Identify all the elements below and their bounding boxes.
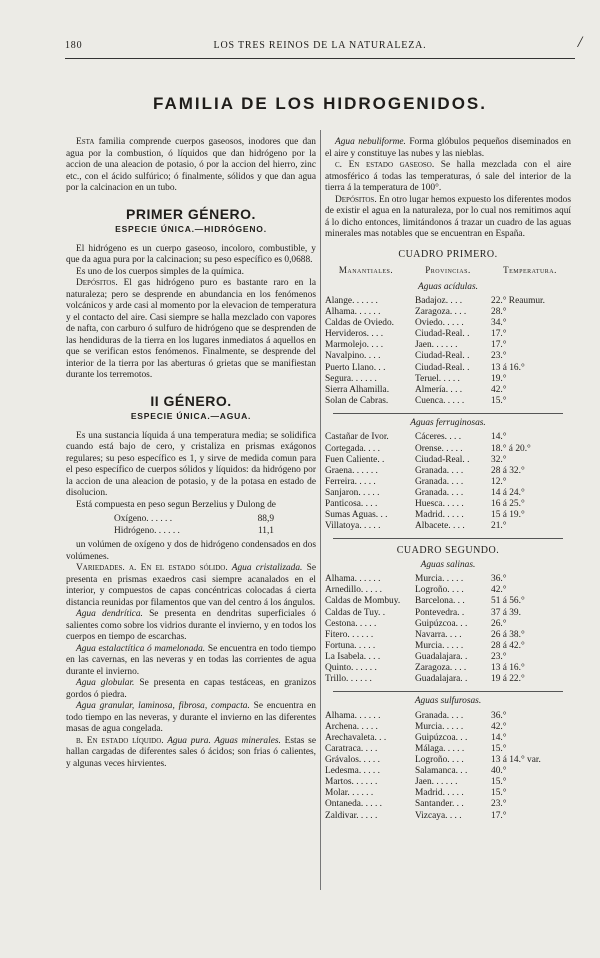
province-name: Ciudad-Real. . [415, 329, 470, 340]
spring-name: Alhama. . . . . . [325, 307, 381, 318]
water-deposits [325, 195, 571, 241]
water-description: Es una sustancia líquida á una temperatura media; se solidifica cuando está bajo de cero, y cristaliza en prismas exágonos regulares; su peso específico es 1, y sirve de medida comun para el peso específico de cuerpos sólidos y líquidos: da hidrógeno por la accion de una aleacion de potasio, y de la potasa en estado de disolucion. [66, 430, 316, 498]
composition-element: Oxígeno. . . . . . [114, 514, 173, 524]
table-row [325, 663, 571, 674]
province-name: Barcelona. . . [415, 596, 465, 607]
province-name: Salamanca. . . [415, 766, 468, 777]
variety-dendritic [66, 609, 316, 644]
column-header: Temperatura. [503, 265, 557, 275]
table-row [325, 674, 571, 685]
temperature-value: 15.° [491, 777, 507, 788]
temperature-value: 17.° [491, 329, 507, 340]
province-name: Murcia. . . . . [415, 721, 464, 732]
column-header: Manantiales. [338, 265, 394, 275]
province-name: Albacete. . . . [415, 521, 465, 532]
province-name: Orense. . . . . [415, 443, 463, 454]
table-row [325, 340, 571, 351]
table-row [325, 574, 571, 585]
province-name: Guipúzcoa. . . [415, 618, 468, 629]
temperature-value: 14.° [491, 732, 507, 743]
spring-name: Graena. . . . . . [325, 465, 378, 476]
province-name: Guadalajara. . [415, 674, 468, 685]
temperature-value: 13 á 16.° [491, 362, 525, 373]
variety-lead: b. En estado líquido. [76, 735, 164, 746]
deposits-text: El gas hidrógeno puro es bastante raro en la naturaleza; pero se desprende en abundancia en los fenómenos volcánicos y arde casi al momento por la elevacion de temperatura y el contacto del aire. Casi siempre se halla mezclado con vapores de nafta, con carburo ó sulfuro de hidrógeno que se desprenden de las hendiduras de la tierra en los lugares inmediatos á aquellos en que se verifican estos fenómenos. Finalmente, se desprende del interior de la tierra por las aberturas ó grietas que se manifiestan durante los terremotos. [66, 278, 316, 380]
spring-table [325, 574, 571, 685]
table-row [325, 596, 571, 607]
spring-name: Grávalos. . . . . [325, 755, 380, 766]
genus-heading: PRIMER GÉNERO. [126, 205, 256, 222]
water-composition-intro: Está compuesta en peso segun Berzelius y Dulong de [76, 499, 276, 510]
spring-name: Trillo. . . . . . [325, 674, 372, 685]
province-name: Cáceres. . . . [415, 432, 462, 443]
column-header: Provincias. [425, 265, 471, 275]
variety-text: Se presenta en prismas exaedros casi siempre acanalados en el interior, y compuestos de capas concéntricas colocadas á cierta distancia reunidas por filamentos que van del centro á los ángulos. [66, 563, 316, 608]
temperature-value: 42.° [491, 721, 507, 732]
temperature-value: 21.° [491, 521, 507, 532]
variety-text: Forma glóbulos pequeños diseminados en el aire y constituye las nubes y las nieblas. [325, 137, 571, 159]
table-row [325, 811, 571, 822]
table-row [325, 585, 571, 596]
intro-text: familia comprende cuerpos gaseosos, inodores que dan agua por la combustion, ó líquidos que dan hidrógeno por la accion de una aleacion de potasio, ó por la accion del hierro, zinc etc., con el ácido sulfúrico; ó finalmente, sólidos y que dan agua por la calcinacion en un tubo. [66, 137, 316, 193]
temperature-value: 19.° [491, 373, 507, 384]
spring-name: Caldas de Tuy. . [325, 607, 386, 618]
province-name: Granada. . . . [415, 487, 464, 498]
variety-text: Se encuentra en todo tiempo en las neveras, y durante el invierno en las diferentes masas de agua congelada. [66, 701, 316, 734]
temperature-value: 14 á 24.° [491, 487, 525, 498]
table-row [325, 733, 571, 744]
variety-term: Agua pura. Aguas minerales. [163, 735, 281, 746]
temperature-value: 15 á 19.° [491, 510, 525, 521]
spring-name: Molar. . . . . . [325, 788, 374, 799]
province-name: Madrid. . . . . [415, 788, 464, 799]
variety-term: Agua estalactítica ó mamelonada. [76, 643, 206, 654]
spring-name: Villatoya. . . . . [325, 521, 381, 532]
composition-value: 88,9 [257, 514, 274, 524]
province-name: Logroño. . . . [415, 585, 464, 596]
variety-lead: c. En estado gaseoso. [335, 160, 435, 170]
table-row [325, 630, 571, 641]
header-rule [65, 58, 575, 59]
table-row [325, 711, 571, 722]
table-row [325, 755, 571, 766]
hydrogen-description: El hidrógeno es un cuerpo gaseoso, incoloro, combustible, y que da agua pura por la calcinacion; su peso específico es 0,0688. [66, 243, 316, 265]
table-title: CUADRO PRIMERO. [398, 248, 498, 260]
spring-name: Sumas Aguas. . . [325, 510, 388, 521]
temperature-value: 23.° [491, 651, 507, 662]
temperature-value: 14.° [491, 432, 507, 443]
table-row [325, 766, 571, 777]
province-name: Guadalajara. . [415, 651, 468, 662]
province-name: Ciudad-Real. . [415, 351, 470, 362]
table-section-title: Aguas acídulas. [418, 281, 478, 292]
spring-name: Hervideros. . . . [325, 329, 384, 340]
variety-term: Agua cristalizada. [227, 563, 303, 573]
spring-name: Cortegada. . . . [325, 443, 380, 454]
variety-gaseous [325, 160, 571, 195]
variety-text: Se presenta en capas testáceas, en granizos gordos ó piedra. [66, 678, 317, 700]
spring-name: Alhama. . . . . . [325, 574, 381, 585]
variety-term: Agua globular. [76, 678, 135, 688]
margin-mark: / [577, 34, 583, 51]
temperature-value: 51 á 56.° [491, 596, 525, 607]
spring-name: Quinto. . . . . . [325, 663, 377, 674]
variety-nebuliform [325, 137, 571, 160]
table-title: CUADRO SEGUNDO. [396, 545, 500, 557]
composition-row [114, 526, 274, 538]
temperature-value: 23.° [491, 351, 507, 362]
variety-liquid [66, 736, 316, 771]
table-row [325, 499, 571, 510]
spring-name: Puerto Llano. . . [325, 362, 386, 373]
spring-table [325, 296, 571, 407]
species-heading: ESPECIE ÚNICA.—HIDRÓGENO. [115, 224, 267, 234]
province-name: Ciudad-Real. . [415, 454, 470, 465]
province-name: Ciudad-Real. . [415, 362, 470, 373]
spring-name: Arechavaleta. . . [325, 732, 387, 743]
intro-lead: Esta [76, 137, 95, 147]
table-row [325, 641, 571, 652]
spring-name: Caratraca. . . . [325, 744, 378, 754]
temperature-value: 17.° [491, 340, 507, 351]
left-column [66, 137, 316, 770]
table-row [325, 466, 571, 477]
table-row [325, 799, 571, 810]
province-name: Teruel. . . . . [415, 373, 460, 384]
variety-term: Agua dendrítica. [76, 609, 143, 619]
table-row [325, 608, 571, 619]
table-row [325, 444, 571, 455]
temperature-value: 42.° [491, 585, 507, 596]
variety-text: Se presenta en dendritas superficiales ó salientes como sobre los vidrios durante el invierno, y en todos los cuerpos en tiempo de escarchas. [66, 609, 316, 642]
table-row [325, 788, 571, 799]
spring-name: Ledesma. . . . . [325, 766, 380, 777]
table-row [325, 744, 571, 755]
hydrogen-deposits [66, 278, 316, 382]
table-row [325, 488, 571, 499]
temperature-value: 28 á 32.° [491, 465, 525, 476]
table-row [325, 329, 571, 340]
temperature-value: 17.° [491, 810, 507, 821]
spring-name: Fortuna. . . . . [325, 640, 376, 651]
table-row [325, 307, 571, 318]
composition-value: 11,1 [257, 525, 274, 536]
deposits-text: En otro lugar hemos expuesto los diferentes modos de existir el agua en la naturaleza, por lo cual nos remitimos aquí á lo dicho entonces, limitándonos á trazar un cuadro de las aguas minerales mas notables que se encuentran en España. [325, 194, 571, 239]
spring-name: Cestona. . . . . [325, 618, 377, 629]
spring-name: Archena. . . . . [325, 721, 378, 732]
temperature-value: 15.° [491, 395, 507, 406]
temperature-value: 40.° [491, 766, 507, 777]
temperature-value: 37 á 39. [491, 607, 521, 618]
province-name: Almería. . . . [415, 384, 463, 395]
spring-name: Sierra Alhamilla. [325, 384, 390, 395]
hydrogen-note: Es uno de los cuerpos simples de la química. [76, 266, 244, 277]
water-volumes: un volúmen de oxígeno y dos de hidrógeno condensados en dos volúmenes. [66, 540, 316, 562]
table-row [325, 351, 571, 362]
province-name: Vizcaya. . . . [415, 810, 462, 821]
province-name: Cuenca. . . . . [415, 395, 465, 406]
province-name: Guipúzcoa. . . [415, 732, 468, 743]
spring-name: Segura. . . . . . [325, 373, 377, 384]
temperature-value: 26.° [491, 618, 507, 629]
intro-paragraph [66, 137, 316, 195]
spring-name: Fuen Caliente. . [325, 454, 385, 465]
spring-name: Arnedillo. . . . . [325, 585, 383, 596]
temperature-value: 22.° Reaumur. [491, 296, 546, 306]
province-name: Oviedo. . . . . [415, 318, 464, 329]
running-header [65, 34, 583, 54]
spring-name: Caldas de Mombuy. [325, 596, 401, 607]
province-name: Murcia. . . . . [415, 574, 464, 585]
spring-name: Alhama. . . . . . [325, 710, 381, 721]
province-name: Jaen. . . . . . [415, 340, 458, 351]
deposits-lead: Depósitos. [335, 194, 377, 205]
province-name: Zaragoza. . . . [415, 307, 467, 318]
province-name: Málaga. . . . . [415, 744, 465, 754]
temperature-value: 16 á 25.° [491, 499, 525, 509]
table-section-title: Aguas ferruginosas. [410, 417, 486, 428]
table-section-title: Aguas salinas. [420, 559, 476, 570]
temperature-value: 19 á 22.° [491, 674, 525, 685]
table-row [325, 374, 571, 385]
province-name: Navarra. . . . [415, 629, 462, 640]
province-name: Huesca. . . . . [415, 499, 464, 509]
variety-term: Agua granular, laminosa, fibrosa, compacta. [76, 701, 250, 711]
spring-name: Navalpino. . . . [325, 351, 381, 362]
table-row [325, 777, 571, 788]
table-row [325, 396, 571, 407]
spring-name: Sanjaron. . . . . [325, 487, 380, 498]
table-section-title: Aguas sulfurosas. [414, 696, 482, 707]
temperature-value: 36.° [491, 574, 507, 585]
table-row [325, 510, 571, 521]
table-row [325, 318, 571, 329]
spring-name: La Isabela. . . . [325, 651, 381, 662]
table-row [325, 521, 571, 532]
province-name: Granada. . . . [415, 465, 464, 476]
table-row [325, 385, 571, 396]
temperature-value: 15.° [491, 744, 507, 754]
province-name: Madrid. . . . . [415, 510, 464, 521]
column-divider [320, 130, 321, 890]
temperature-value: 26 á 38.° [491, 629, 525, 640]
province-name: Granada. . . . [415, 476, 464, 487]
right-column [325, 137, 571, 822]
temperature-value: 13 á 14.° var. [491, 755, 541, 766]
temperature-value: 15.° [491, 788, 507, 799]
province-name: Murcia. . . . . [415, 640, 464, 651]
province-name: Logroño. . . . [415, 755, 464, 766]
variety-text: Se encuentra en todo tiempo en las cavernas, en las neveras y en todas las corrientes de agua durante el invierno. [66, 643, 316, 677]
province-name: Pontevedra. . [415, 607, 465, 618]
table-row [325, 296, 571, 307]
table-row [325, 619, 571, 630]
province-name: Jaen. . . . . . [415, 777, 458, 788]
temperature-value: 18.° á 20.° [491, 443, 531, 454]
spring-name: Solan de Cabras. [325, 395, 389, 406]
temperature-value: 32.° [491, 454, 507, 465]
spring-name: Caldas de Oviedo. [325, 318, 394, 329]
spring-name: Castañar de Ivor. [325, 432, 389, 443]
table-row [325, 363, 571, 374]
temperature-value: 12.° [491, 476, 507, 487]
deposits-lead: Depósitos. [76, 278, 118, 288]
composition-row [114, 514, 274, 526]
spring-name: Fitero. . . . . . [325, 629, 374, 640]
province-name: Granada. . . . [415, 710, 464, 721]
spring-name: Ontaneda. . . . . [325, 799, 383, 810]
species-heading: ESPECIE ÚNICA.—AGUA. [130, 411, 252, 421]
table-row [325, 652, 571, 663]
spring-name: Marmolejo. . . . [325, 340, 384, 351]
spring-name: Martos. . . . . . [325, 777, 378, 788]
variety-text: Estas se hallan cargadas de diferentes sales ó ácidos; son frias ó calientes, y algunas veces hirvientes. [66, 735, 316, 769]
page-number: 180 [65, 40, 83, 51]
spring-table [325, 432, 571, 532]
table-row [325, 455, 571, 466]
running-title: LOS TRES REINOS DE LA NATURALEZA. [213, 40, 427, 51]
province-name: Santander. . . [415, 799, 464, 810]
temperature-value: 23.° [491, 799, 507, 810]
variety-solid [66, 563, 316, 609]
province-name: Zaragoza. . . . [415, 663, 467, 674]
variety-term: Agua nebuliforme. [335, 137, 406, 147]
spring-name: Zaldivar. . . . . [325, 810, 378, 821]
variety-lead: Variedades. a. En el estado sólido. [76, 563, 228, 573]
temperature-value: 28 á 42.° [491, 640, 525, 651]
temperature-value: 42.° [491, 384, 507, 395]
variety-stalactitic [66, 644, 316, 679]
spring-name: Ferreira. . . . . [325, 476, 376, 487]
variety-globular [66, 678, 316, 701]
temperature-value: 34.° [491, 318, 507, 329]
table-row [325, 722, 571, 733]
temperature-value: 13 á 16.° [491, 663, 525, 674]
table-row [325, 477, 571, 488]
table-row [325, 432, 571, 443]
variety-text: Se halla mezclada con el aire atmosférico á todas las temperaturas, ó sale del interior de la tierra á la temperatura de 100°. [325, 160, 571, 193]
genus-heading: II GÉNERO. [150, 392, 232, 409]
composition-element: Hidrógeno. . . . . . [114, 525, 180, 536]
spring-name: Alange. . . . . . [325, 296, 378, 306]
spring-name: Panticosa. . . . [325, 499, 378, 509]
spring-table [325, 711, 571, 822]
page-title: FAMILIA DE LOS HIDROGENIDOS. [153, 94, 487, 113]
variety-granular [66, 701, 316, 736]
province-name: Badajoz. . . . [415, 296, 463, 306]
table-header [325, 265, 571, 277]
temperature-value: 28.° [491, 307, 507, 318]
temperature-value: 36.° [491, 710, 507, 721]
